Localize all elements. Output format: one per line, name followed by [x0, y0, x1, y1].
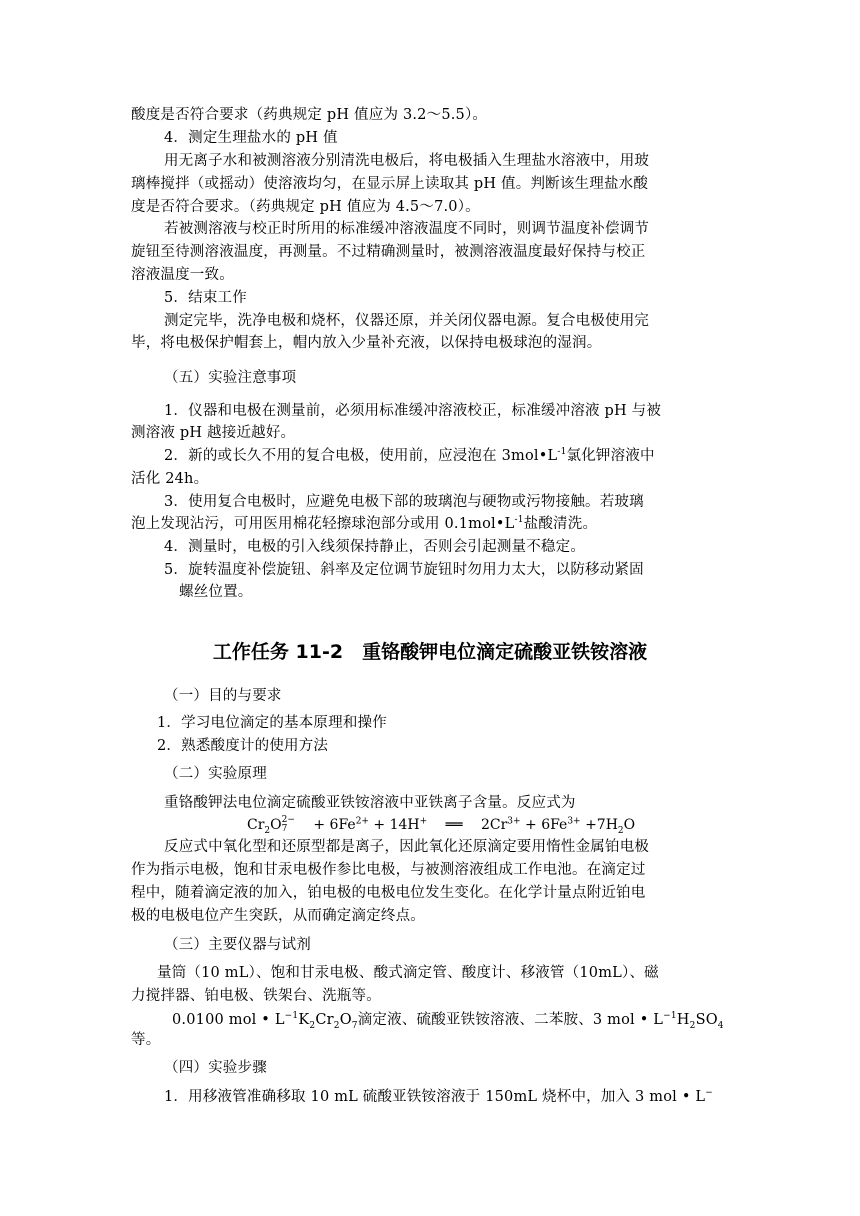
procedure-step-1-line: 1．用移液管准确移取 10 mL 硫酸亚铁铵溶液于 150mL 烧杯中，加入 3 mol • L− — [164, 1088, 713, 1105]
paragraph-line: 溶液温度一致。 — [131, 267, 234, 283]
step-5-heading: 5．结束工作 — [164, 290, 247, 306]
paragraph-line: 璃棒搅拌（或摇动）使溶液均匀，在显示屏上读取其 pH 值。判断该生理盐水酸 — [131, 176, 649, 192]
aim-item: 2．熟悉酸度计的使用方法 — [157, 738, 329, 754]
paragraph-line: 度是否符合要求。（药典规定 pH 值应为 4.5～7.0）。 — [131, 199, 480, 215]
note-1-line: 1．仪器和电极在测量前，必须用标准缓冲溶液校正，标准缓冲溶液 pH 与被 — [164, 403, 662, 419]
reagent-line: 0.0100 mol • $L^{-1}K_2Cr_2O_7$滴定液、硫酸亚铁铵溶液、二苯胺、3 mol • $L^{-1}H_2SO_4$ — [172, 1011, 724, 1031]
section-heading-apparatus: （三）主要仪器与试剂 — [164, 937, 311, 953]
paragraph-line: 极的电极电位产生突跃，从而确定滴定终点。 — [131, 908, 425, 924]
section-heading-notes: （五）实验注意事项 — [164, 370, 297, 386]
section-heading-procedure: （四）实验步骤 — [164, 1060, 267, 1076]
paragraph-line: 作为指示电极，饱和甘汞电极作参比电极，与被测溶液组成工作电池。在滴定过 — [131, 862, 646, 878]
paragraph-line: 反应式中氧化型和还原型都是离子，因此氧化还原滴定要用惰性金属铂电极 — [164, 839, 650, 855]
paragraph-line: 用无离子水和被测溶液分别清洗电极后，将电极插入生理盐水溶液中，用玻 — [164, 153, 650, 169]
aim-item: 1．学习电位滴定的基本原理和操作 — [157, 715, 387, 731]
note-3-line: 泡上发现沾污，可用医用棉花轻擦球泡部分或用 $0.1mol•L^{-1}$盐酸清洗。 — [131, 515, 598, 532]
paragraph-line: 毕，将电极保护帽套上，帽内放入少量补充液，以保持电极球泡的湿润。 — [131, 335, 602, 351]
section-heading-aims: （一）目的与要求 — [164, 688, 282, 704]
paragraph-line: 重铬酸钾法电位滴定硫酸亚铁铵溶液中亚铁离子含量。反应式为 — [164, 795, 576, 811]
task-title: 工作任务 11-2 重铬酸钾电位滴定硫酸亚铁铵溶液 — [212, 641, 648, 663]
reaction-equation: $Cr_2O$ 2− 7 + $6Fe^{2+} + 14H^+$ ══ $2Cr^{3+} + 6Fe^{3+} +7H_2O$ — [247, 815, 636, 836]
note-3-line: 3．使用复合电极时，应避免电极下部的玻璃泡与硬物或污物接触。若玻璃 — [164, 494, 644, 510]
paragraph-line: 力搅拌器、铂电极、铁架台、洗瓶等。 — [131, 988, 381, 1004]
note-2-line: 2．新的或长久不用的复合电极，使用前，应浸泡在 $3mol•L^{-1}$氯化钾溶液中 — [164, 447, 655, 464]
note-5-line: 螺丝位置。 — [179, 584, 253, 600]
section-heading-principle: （二）实验原理 — [164, 766, 267, 782]
note-4-line: 4．测量时，电极的引入线须保持静止，否则会引起测量不稳定。 — [164, 539, 586, 555]
note-5-line: 5．旋转温度补偿旋钮、斜率及定位调节旋钮时勿用力太大，以防移动紧固 — [164, 562, 644, 578]
note-1-line: 测溶液 pH 越接近越好。 — [131, 425, 296, 441]
paragraph-line: 若被测溶液与校正时所用的标准缓冲溶液温度不同时，则调节温度补偿调节 — [164, 221, 650, 237]
paragraph-line: 程中，随着滴定液的加入，铂电极的电极电位发生变化。在化学计量点附近铂电 — [131, 885, 646, 901]
paragraph-line: 旋钮至待测溶液温度，再测量。不过精确测量时，被测溶液温度最好保持与校正 — [131, 244, 646, 260]
paragraph-line: 酸度是否符合要求（药典规定 pH 值应为 3.2～5.5）。 — [131, 107, 488, 123]
paragraph-line: 量筒（10 mL）、饱和甘汞电极、酸式滴定管、酸度计、移液管（10mL）、磁 — [157, 965, 659, 981]
paragraph-line: 等。 — [131, 1032, 161, 1048]
paragraph-line: 测定完毕，洗净电极和烧杯，仪器还原，并关闭仪器电源。复合电极使用完 — [164, 313, 650, 329]
note-2-line: 活化 24h。 — [131, 471, 209, 487]
step-4-heading: 4．测定生理盐水的 pH 值 — [164, 130, 338, 146]
